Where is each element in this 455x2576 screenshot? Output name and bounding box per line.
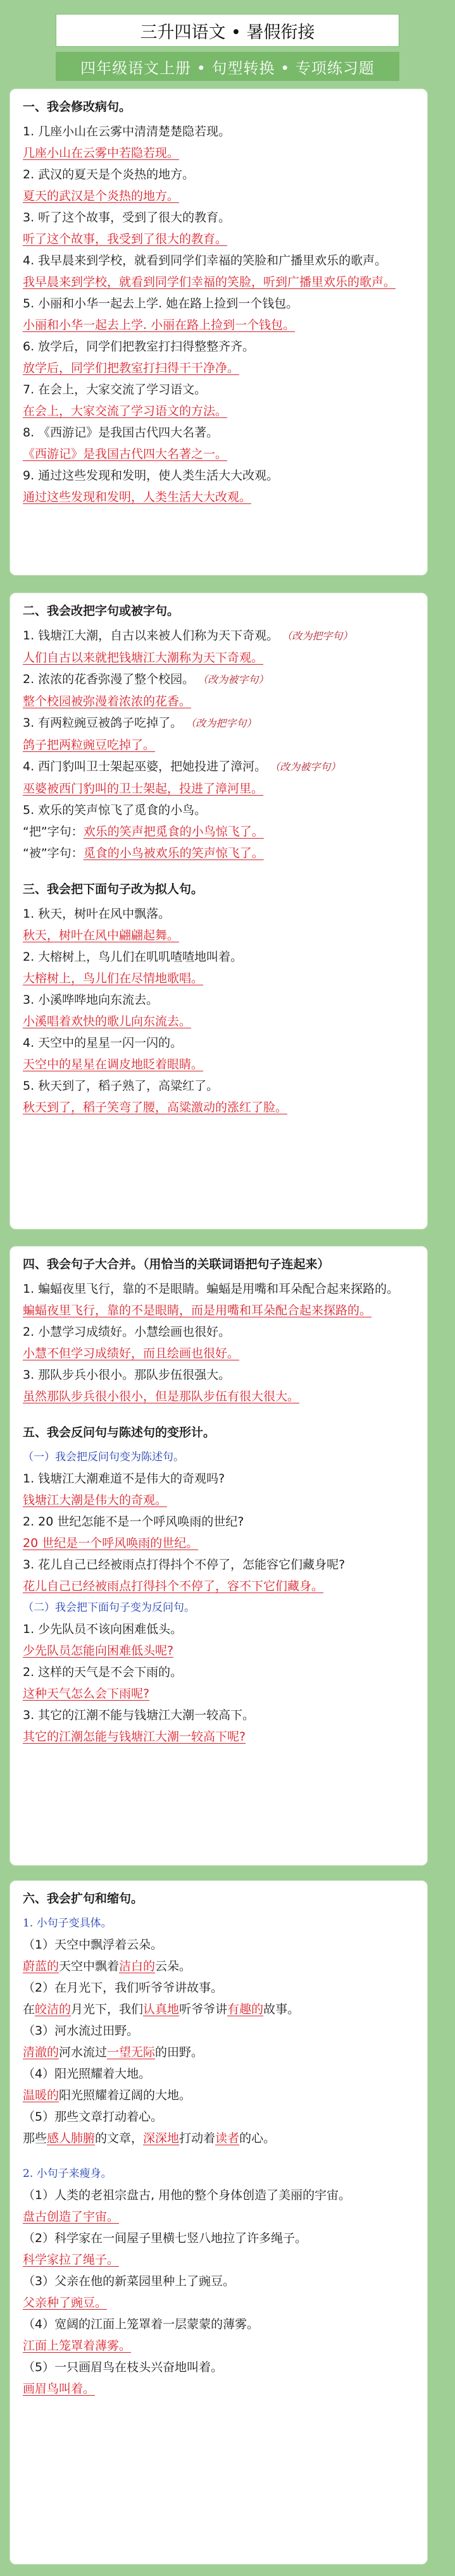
- answer-line: 天空中的星星在调皮地眨着眼睛。: [23, 1057, 204, 1071]
- question-line: （1）人类的老祖宗盘古, 用他的整个身体创造了美丽的宇宙。: [23, 2188, 351, 2202]
- question-line: 2. 小慧学习成绩好。小慧绘画也很好。: [23, 1325, 231, 1339]
- answer-line: 蔚蓝的天空中飘着洁白的云朵。: [23, 1959, 192, 1973]
- question-line: 1. 几座小山在云雾中清清楚楚隐若现。: [23, 125, 231, 139]
- answer-line: 盘古创造了宇宙。: [23, 2210, 120, 2224]
- section-heading: 二、我会改把字句或被字句。: [23, 604, 180, 618]
- answer-line: 画眉鸟叫着。: [23, 2382, 96, 2396]
- answer-line: 温暖的阳光照耀着辽阔的大地。: [23, 2088, 192, 2102]
- section-heading: 四、我会句子大合并。（用恰当的关联词语把句子连起来）: [23, 1257, 330, 1271]
- question-line: 8. 《西游记》是我国古代四大名著。: [23, 426, 219, 440]
- answer-line: “被”字句：觅食的小鸟被欢乐的笑声惊飞了。: [23, 846, 264, 860]
- question-line: 3. 其它的江潮不能与钱塘江大潮一较高下。: [23, 1708, 255, 1722]
- answer-line: 科学家拉了绳子。: [23, 2253, 120, 2267]
- question-line: 1. 蝙蝠夜里飞行，靠的不是眼睛。蝙蝠是用嘴和耳朵配合起来探路的。: [23, 1282, 399, 1296]
- answer-line: 秋天到了，稻子笑弯了腰，高粱激动的涨红了脸。: [23, 1100, 288, 1114]
- question-line: 4. 我早晨来到学校，就看到同学们幸福的笑脸和广播里欢乐的歌声。: [23, 254, 387, 268]
- question-line: 1. 秋天，树叶在风中飘落。: [23, 907, 171, 921]
- answer-line: 通过这些发现和发明，人类生活大大改观。: [23, 490, 252, 504]
- answer-line: 其它的江潮怎能与钱塘江大潮一较高下呢?: [23, 1730, 246, 1744]
- answer-line: 放学后，同学们把教室打扫得干干净净。: [23, 361, 240, 375]
- question-line: 1. 钱塘江大潮，自古以来被人们称为天下奇观。 （改为把字句）: [23, 629, 353, 643]
- subsection-label: 1. 小句子变具体。: [23, 1917, 112, 1930]
- section-heading: 五、我会反问句与陈述句的变形计。: [23, 1426, 216, 1439]
- question-line: （5）一只画眉鸟在枝头兴奋地叫着。: [23, 2360, 223, 2374]
- answer-line: 江面上笼罩着薄雾。: [23, 2339, 132, 2353]
- answer-line: 父亲种了豌豆。: [23, 2296, 108, 2310]
- page-subtitle: 四年级语文上册 • 句型转换 • 专项练习题: [56, 52, 399, 81]
- subsection-label: （一）我会把反问句变为陈述句。: [23, 1451, 184, 1464]
- subsection-label: （二）我会把下面句子变为反问句。: [23, 1601, 195, 1614]
- answer-line: 这种天气怎么会下雨呢?: [23, 1687, 150, 1701]
- section-heading: 三、我会把下面句子改为拟人句。: [23, 882, 204, 896]
- question-line: 5. 秋天到了，稻子熟了，高粱红了。: [23, 1079, 219, 1093]
- question-line: 2. 武汉的夏天是个炎热的地方。: [23, 168, 195, 182]
- question-line: 5. 欢乐的笑声惊飞了觅食的小鸟。: [23, 803, 207, 817]
- section-card-1: [9, 89, 428, 576]
- question-line: 3. 那队步兵小很小。那队步伍很强大。: [23, 1368, 231, 1382]
- question-line: 4. 西门豹叫卫士架起巫婆，把她投进了漳河。 （改为被字句）: [23, 760, 341, 773]
- question-line: 1. 钱塘江大潮难道不是伟大的奇观吗?: [23, 1472, 225, 1486]
- answer-line: 蝙蝠夜里飞行，靠的不是眼睛，而是用嘴和耳朵配合起来探路的。: [23, 1303, 372, 1317]
- answer-line: 听了这个故事，我受到了很大的教育。: [23, 232, 228, 246]
- answer-line: 20 世纪是一个呼风唤雨的世纪。: [23, 1536, 199, 1550]
- answer-line: 《西游记》是我国古代四大名著之一。: [23, 447, 228, 461]
- answer-line: 在会上，大家交流了学习语文的方法。: [23, 404, 228, 418]
- answer-line: 人们自古以来就把钱塘江大潮称为天下奇观。: [23, 651, 264, 665]
- question-line: 7. 在会上，大家交流了学习语文。: [23, 383, 207, 397]
- question-line: 3. 有两粒豌豆被鸽子吃掉了。 （改为把字句）: [23, 716, 257, 730]
- answer-line: 小丽和小华一起去上学. 小丽在路上捡到一个钱包。: [23, 318, 296, 332]
- question-line: （5）那些文章打动着心。: [23, 2110, 163, 2124]
- answer-line: 秋天，树叶在风中翩翩起舞。: [23, 928, 180, 942]
- question-line: 9. 通过这些发现和发明，使人类生活大大改观。: [23, 469, 279, 483]
- question-line: （3）河水流过田野。: [23, 2024, 139, 2038]
- answer-line: 在皎洁的月光下，我们认真地听爷爷讲有趣的故事。: [23, 2002, 300, 2016]
- question-line: 1. 少先队员不该向困难低头。: [23, 1622, 183, 1636]
- section-heading: 六、我会扩句和缩句。: [23, 1892, 144, 1906]
- question-line: 2. 大榕树上，鸟儿们在叽叽喳喳地叫着。: [23, 950, 243, 964]
- answer-line: 钱塘江大潮是伟大的奇观。: [23, 1493, 168, 1507]
- answer-line: 那些感人肺腑的文章，深深地打动着读者的心。: [23, 2131, 276, 2145]
- answer-line: 几座小山在云雾中若隐若现。: [23, 146, 180, 160]
- question-line: （3）父亲在他的新菜园里种上了豌豆。: [23, 2274, 235, 2288]
- answer-line: “把”字句：欢乐的笑声把觅食的小鸟惊飞了。: [23, 825, 264, 839]
- answer-line: 鸽子把两粒豌豆吃掉了。: [23, 738, 156, 752]
- answer-line: 我早晨来到学校，就看到同学们幸福的笑脸，听到广播里欢乐的歌声。: [23, 275, 396, 289]
- question-line: 5. 小丽和小华一起去上学. 她在路上捡到一个钱包。: [23, 297, 299, 311]
- question-line: （4）阳光照耀着大地。: [23, 2067, 151, 2081]
- section-heading: 一、我会修改病句。: [23, 100, 132, 114]
- answer-line: 夏天的武汉是个炎热的地方。: [23, 189, 180, 203]
- answer-line: 虽然那队步兵很小很小，但是那队步伍有很大很大。: [23, 1390, 300, 1403]
- answer-line: 少先队员怎能向困难低头呢?: [23, 1644, 174, 1658]
- question-line: （4）宽阔的江面上笼罩着一层蒙蒙的薄雾。: [23, 2317, 259, 2331]
- answer-line: 整个校园被弥漫着浓浓的花香。: [23, 694, 192, 708]
- answer-line: 花儿自己已经被雨点打得抖个不停了，容不下它们藏身。: [23, 1579, 324, 1593]
- answer-line: 大榕树上，鸟儿们在尽情地歌唱。: [23, 971, 204, 985]
- question-line: （2）科学家在一间屋子里横七竖八地拉了许多绳子。: [23, 2231, 308, 2245]
- question-line: （1）天空中飘浮着云朵。: [23, 1938, 163, 1952]
- subsection-label: 2. 小句子来瘦身。: [23, 2167, 112, 2180]
- question-line: 2. 20 世纪怎能不是一个呼风唤雨的世纪?: [23, 1515, 244, 1529]
- question-line: 4. 天空中的星星一闪一闪的。: [23, 1036, 183, 1050]
- question-line: 3. 小溪哗哗地向东流去。: [23, 993, 159, 1007]
- header: [56, 14, 399, 81]
- question-line: 2. 这样的天气是不会下雨的。: [23, 1665, 183, 1679]
- question-line: 6. 放学后，同学们把教室打扫得整整齐齐。: [23, 340, 255, 354]
- section-card-4: [9, 1880, 428, 2565]
- answer-line: 小慧不但学习成绩好，而且绘画也很好。: [23, 1347, 240, 1360]
- question-line: 3. 花儿自己已经被雨点打得抖个不停了，怎能容它们藏身呢?: [23, 1558, 346, 1572]
- answer-line: 小溪唱着欢快的歌儿向东流去。: [23, 1014, 192, 1028]
- question-line: （2）在月光下，我们听爷爷讲故事。: [23, 1981, 223, 1995]
- question-line: 2. 浓浓的花香弥漫了整个校园。 （改为被字句）: [23, 672, 269, 686]
- question-line: 3. 听了这个故事，受到了很大的教育。: [23, 211, 231, 225]
- answer-line: 清澈的河水流过一望无际的田野。: [23, 2045, 204, 2059]
- section-card-2: [9, 593, 428, 1229]
- answer-line: 巫婆被西门豹叫的卫士架起，投进了漳河里。: [23, 782, 264, 796]
- section-card-3: [9, 1246, 428, 1866]
- page-title: 三升四语文 • 暑假衔接: [56, 14, 399, 47]
